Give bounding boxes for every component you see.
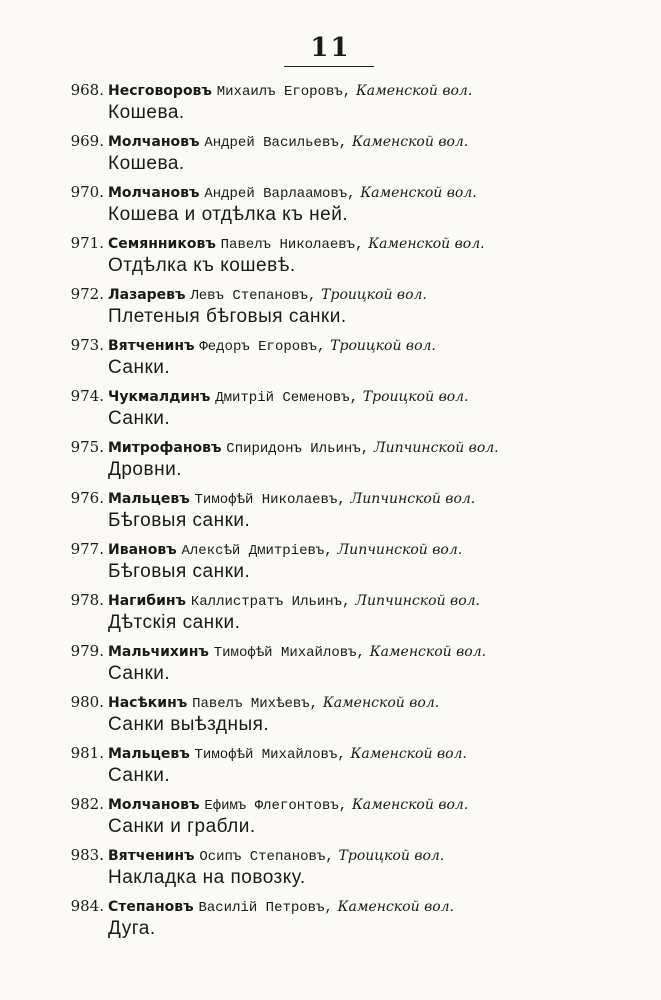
entry-surname: Вятченинъ bbox=[108, 848, 195, 864]
list-item bbox=[0, 843, 661, 894]
entry-given-name: Ефимъ Флегонтовъ, bbox=[204, 798, 348, 814]
entry-volost: Каменской вол. bbox=[350, 746, 467, 762]
entry-item: Бѣговыя санки. bbox=[108, 561, 251, 582]
entry-number: 979. bbox=[70, 642, 104, 660]
entry-list bbox=[0, 78, 661, 945]
entry-volost: Троицкой вол. bbox=[330, 338, 436, 354]
entry-surname: Молчановъ bbox=[108, 185, 200, 201]
entry-number: 975. bbox=[70, 438, 104, 456]
entry-number: 978. bbox=[70, 591, 104, 609]
entry-number: 976. bbox=[70, 489, 104, 507]
entry-surname: Митрофановъ bbox=[108, 440, 222, 456]
entry-surname: Несговоровъ bbox=[108, 83, 212, 99]
entry-number: 972. bbox=[70, 285, 104, 303]
entry-item: Бѣговыя санки. bbox=[108, 510, 251, 531]
entry-surname: Молчановъ bbox=[108, 134, 200, 150]
entry-given-name: Андрей Васильевъ, bbox=[204, 135, 348, 151]
entry-volost: Каменской вол. bbox=[351, 134, 469, 150]
list-item bbox=[0, 792, 661, 843]
entry-given-name: Тимофѣй Николаевъ, bbox=[194, 492, 346, 508]
entry-number: 974. bbox=[70, 387, 104, 405]
entry-given-name: Андрей Варлаамовъ, bbox=[204, 186, 356, 202]
entry-given-name: Дмитрій Семеновъ, bbox=[215, 390, 359, 406]
entry-item: Накладка на повозку. bbox=[108, 867, 306, 888]
list-item bbox=[0, 231, 661, 282]
entry-item: Дѣтскія санки. bbox=[108, 612, 241, 633]
entry-given-name: Осипъ Степановъ, bbox=[199, 849, 334, 865]
entry-volost: Каменской вол. bbox=[355, 83, 473, 99]
list-item bbox=[0, 384, 661, 435]
entry-surname: Мальцевъ bbox=[108, 746, 190, 762]
entry-item: Кошева. bbox=[108, 153, 185, 174]
list-item bbox=[0, 588, 661, 639]
entry-volost: Каменской вол. bbox=[368, 236, 485, 252]
entry-number: 984. bbox=[70, 897, 104, 915]
entry-number: 973. bbox=[70, 336, 104, 354]
entry-volost: Липчинской вол. bbox=[373, 440, 499, 456]
entry-surname: Степановъ bbox=[108, 899, 194, 915]
entry-volost: Каменской вол. bbox=[337, 899, 455, 915]
entry-item: Отдѣлка къ кошевѣ. bbox=[108, 255, 296, 276]
entry-volost: Каменской вол. bbox=[351, 797, 469, 813]
entry-item: Санки. bbox=[108, 408, 171, 429]
entry-surname: Нагибинъ bbox=[108, 593, 187, 609]
entry-surname: Чукмалдинъ bbox=[108, 389, 211, 405]
entry-volost: Троицкой вол. bbox=[362, 389, 469, 405]
entry-given-name: Тимофѣй Михайловъ, bbox=[194, 747, 346, 763]
header-rule bbox=[284, 66, 374, 67]
entry-given-name: Спиридонъ Ильинъ, bbox=[226, 441, 370, 457]
list-item bbox=[0, 537, 661, 588]
list-item bbox=[0, 180, 661, 231]
entry-surname: Молчановъ bbox=[108, 797, 200, 813]
list-item bbox=[0, 129, 661, 180]
entry-surname: Насѣкинъ bbox=[108, 695, 188, 711]
entry-number: 980. bbox=[70, 693, 104, 711]
entry-item: Санки выѣздныя. bbox=[108, 714, 270, 735]
entry-item: Дуга. bbox=[108, 918, 156, 939]
entry-given-name: Левъ Степановъ, bbox=[190, 288, 317, 304]
list-item bbox=[0, 282, 661, 333]
entry-item: Кошева. bbox=[108, 102, 185, 123]
entry-item: Санки. bbox=[108, 357, 171, 378]
entry-number: 983. bbox=[70, 846, 104, 864]
entry-surname: Семянниковъ bbox=[108, 236, 216, 252]
list-item bbox=[0, 486, 661, 537]
entry-number: 977. bbox=[70, 540, 104, 558]
entry-volost: Каменской вол. bbox=[322, 695, 440, 711]
entry-surname: Мальчихинъ bbox=[108, 644, 209, 660]
entry-surname: Вятченинъ bbox=[108, 338, 195, 354]
entry-surname: Ивановъ bbox=[108, 542, 177, 558]
entry-surname: Лазаревъ bbox=[108, 287, 186, 303]
entry-given-name: Тимофѣй Михайловъ, bbox=[213, 645, 365, 661]
entry-given-name: Павелъ Михѣевъ, bbox=[192, 696, 319, 712]
entry-number: 968. bbox=[70, 81, 104, 99]
page-number: 11 bbox=[310, 33, 351, 63]
list-item bbox=[0, 690, 661, 741]
entry-item: Санки и грабли. bbox=[108, 816, 256, 837]
entry-given-name: Алексѣй Дмитріевъ, bbox=[181, 543, 333, 559]
entry-exhibitor bbox=[108, 639, 611, 665]
entry-item: Санки. bbox=[108, 765, 171, 786]
entry-given-name: Каллистратъ Ильинъ, bbox=[190, 594, 351, 610]
entry-number: 970. bbox=[70, 183, 104, 201]
list-item bbox=[0, 639, 661, 690]
entry-exhibitor bbox=[108, 435, 611, 461]
entry-volost: Каменской вол. bbox=[360, 185, 477, 201]
entry-number: 971. bbox=[70, 234, 104, 252]
entry-item: Кошева и отдѣлка къ ней. bbox=[108, 204, 349, 225]
entry-given-name: Федоръ Егоровъ, bbox=[199, 339, 326, 355]
list-item bbox=[0, 894, 661, 945]
entry-volost: Троицкой вол. bbox=[338, 848, 445, 864]
entry-item: Дровни. bbox=[108, 459, 182, 480]
entry-volost: Липчинской вол. bbox=[337, 542, 463, 558]
entry-given-name: Василій Петровъ, bbox=[198, 900, 333, 916]
entry-exhibitor bbox=[108, 384, 611, 410]
entry-volost: Каменской вол. bbox=[369, 644, 487, 660]
list-item bbox=[0, 78, 661, 129]
entry-surname: Мальцевъ bbox=[108, 491, 190, 507]
entry-item: Плетеныя бѣговыя санки. bbox=[108, 306, 347, 327]
entry-volost: Липчинской вол. bbox=[350, 491, 476, 507]
entry-volost: Липчинской вол. bbox=[355, 593, 480, 609]
entry-item: Санки. bbox=[108, 663, 171, 684]
entry-given-name: Павелъ Николаевъ, bbox=[220, 237, 364, 253]
entry-exhibitor bbox=[108, 333, 611, 359]
entry-exhibitor bbox=[108, 741, 611, 767]
list-item bbox=[0, 741, 661, 792]
entry-number: 969. bbox=[70, 132, 104, 150]
entry-number: 982. bbox=[70, 795, 104, 813]
entry-number: 981. bbox=[70, 744, 104, 762]
entry-given-name: Михаилъ Егоровъ, bbox=[216, 84, 352, 100]
entry-volost: Троицкой вол. bbox=[321, 287, 427, 303]
list-item bbox=[0, 333, 661, 384]
entry-exhibitor bbox=[108, 894, 611, 920]
list-item bbox=[0, 435, 661, 486]
